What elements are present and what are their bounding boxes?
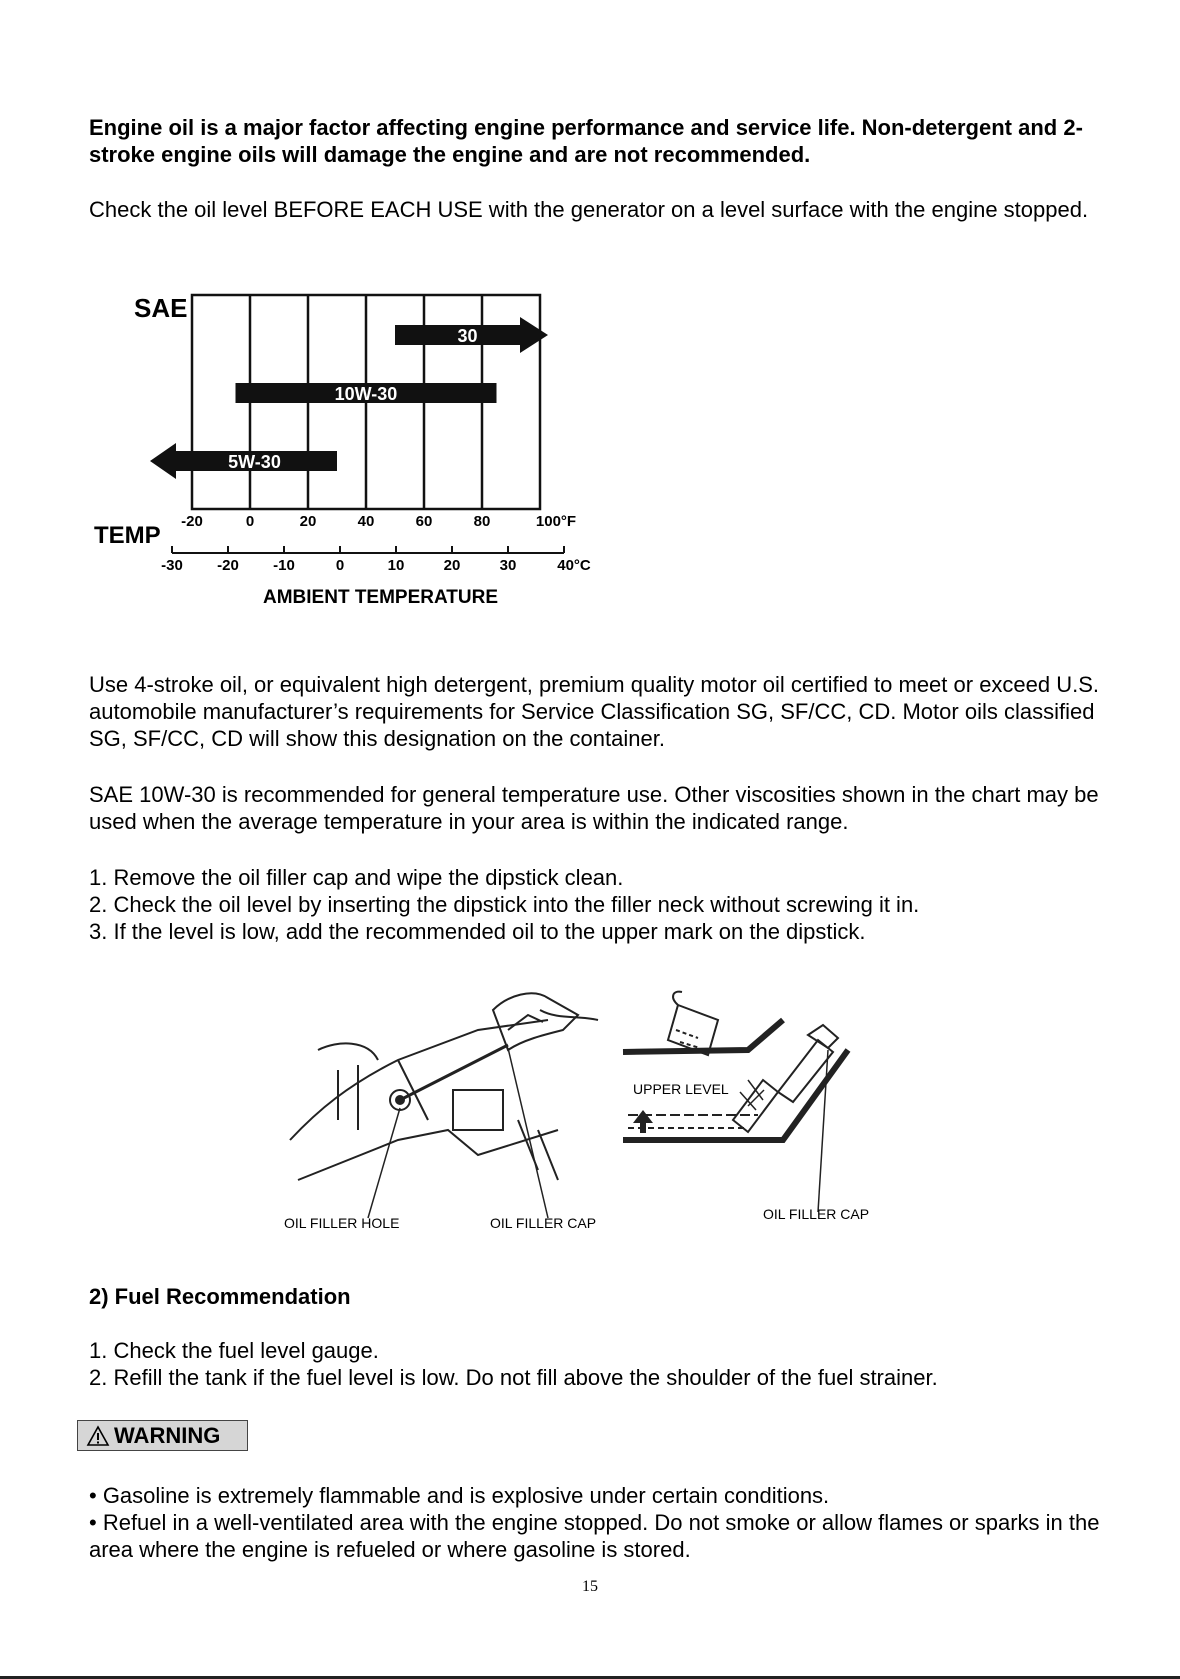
page-number: 15 (582, 1578, 598, 1595)
fahrenheit-ticks (181, 513, 576, 530)
oil-spec-paragraph: Use 4-stroke oil, or equivalent high detergent, premium quality motor oil certified to meet or exceed U.S. automobile manufacturer’s requirements for Service Classification SG, SF/CC, CD. Motor oils classified SG, SF/CC, CD will show this designation on the container. (89, 672, 1100, 751)
bar-label: 10W-30 (334, 384, 398, 404)
chart-x-label: AMBIENT TEMPERATURE (263, 587, 499, 608)
bar-label: 5W-30 (228, 452, 281, 472)
oil-step-2: 2. Check the oil level by inserting the dipstick into the filler neck without screwing it in. (89, 892, 920, 917)
c-tick-label: 0 (335, 557, 345, 574)
warning-bullet-1: • Gasoline is extremely flammable and is explosive under certain conditions. (89, 1483, 830, 1508)
viscosity-chart (88, 283, 608, 618)
f-tick-label: 100°F (535, 513, 577, 530)
fuel-step-2: 2. Refill the tank if the fuel level is low. Do not fill above the shoulder of the fuel strainer. (89, 1365, 938, 1390)
chart-x-prefix: TEMP (94, 522, 161, 549)
c-tick-label: -10 (273, 557, 295, 574)
series-bar-10W-30 (236, 383, 497, 404)
f-tick-label: 80 (473, 513, 491, 530)
oil-step-1: 1. Remove the oil filler cap and wipe the dipstick clean. (89, 865, 624, 890)
c-tick-label: 10 (387, 557, 405, 574)
fuel-heading: 2) Fuel Recommendation (89, 1284, 351, 1309)
f-tick-label: 20 (299, 513, 317, 530)
dipstick-leader-line (818, 1050, 828, 1212)
chart-y-label: SAE (134, 293, 188, 323)
c-tick-label: 20 (443, 557, 461, 574)
upper-level-arrow-stem (640, 1123, 646, 1133)
f-tick-label: 0 (245, 513, 255, 530)
celsius-ticks (161, 546, 591, 574)
warning-label (77, 1420, 248, 1451)
f-tick-label: -20 (181, 513, 203, 530)
fuel-step-1: 1. Check the fuel level gauge. (89, 1338, 379, 1363)
engine-drawing (290, 993, 598, 1180)
warning-bullet-2: • Refuel in a well-ventilated area with the engine stopped. Do not smoke or allow flames or sparks in the area where the engine is refueled or where gasoline is stored. (89, 1510, 1100, 1562)
label-upper-level: UPPER LEVEL (633, 1081, 729, 1097)
chart-bars (150, 317, 548, 479)
series-bar-30 (395, 317, 548, 353)
c-tick-label: 40°C (557, 557, 591, 574)
bar-label: 30 (457, 326, 478, 346)
intro-bold-paragraph: Engine oil is a major factor affecting engine performance and service life. Non-detergent and 2-stroke engine oils will damage the engine and are not recommended. (89, 115, 1083, 167)
f-tick-label: 40 (357, 513, 375, 530)
engine-leader-lines (368, 1048, 548, 1218)
c-tick-label: 30 (499, 557, 517, 574)
oil-filling-illustration (278, 990, 918, 1240)
warning-text: WARNING (114, 1423, 221, 1448)
oil-check-paragraph: Check the oil level BEFORE EACH USE with the generator on a level surface with the engine stopped. (89, 197, 1089, 222)
label-oil-filler-cap-right: OIL FILLER CAP (763, 1206, 870, 1222)
label-oil-filler-hole: OIL FILLER HOLE (284, 1215, 400, 1231)
label-oil-filler-cap-left: OIL FILLER CAP (490, 1215, 597, 1231)
c-tick-label: -30 (161, 557, 183, 574)
warning-triangle-icon (86, 1425, 110, 1447)
viscosity-paragraph: SAE 10W-30 is recommended for general temperature use. Other viscosities shown in the chart may be used when the average temperature in your area is within the indicated range. (89, 782, 1099, 834)
c-tick-label: -20 (217, 557, 239, 574)
f-tick-label: 60 (415, 513, 433, 530)
upper-level-arrow-icon (633, 1110, 653, 1123)
dipstick-drawing (623, 992, 848, 1140)
oil-step-3: 3. If the level is low, add the recommended oil to the upper mark on the dipstick. (89, 919, 866, 944)
